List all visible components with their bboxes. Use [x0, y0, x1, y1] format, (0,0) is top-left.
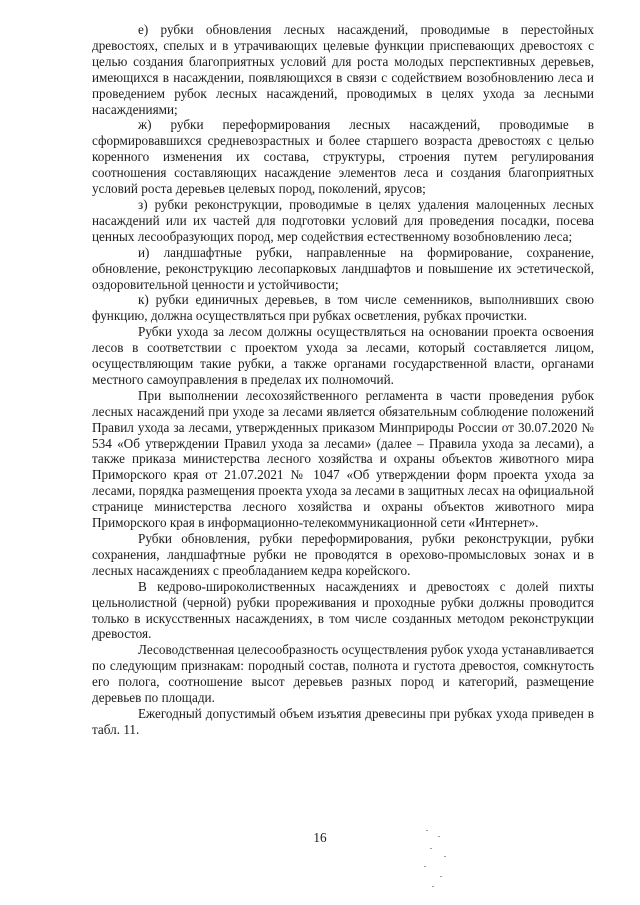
document-body [92, 22, 594, 738]
paragraph-renewal-cuttings: е) рубки обновления лесных насаждений, проводимые в перестойных древостоях, спелых и в утрачивающих целевые функции приспевающих древостоях с целью создания благоприятных условий для роста молодых перспективных деревьев, имеющихся в насаждении, появляющихся в связи с содействием возобновлению леса и проведением рубок лесных насаждений, проводимых в целях ухода за лесными насаждениями; [92, 22, 594, 117]
paragraph-care-basis: Рубки ухода за лесом должны осуществляться на основании проекта освоения лесов в соответствии с проектом ухода за лесами, который составляется лицом, осуществляющим такие рубки, а также органами государственной власти, органами местного самоуправления в пределах их полномочий. [92, 324, 594, 387]
paragraph-reconstruction-cuttings: з) рубки реконструкции, проводимые в целях удаления малоценных лесных насаждений или их частей для подготовки условий для проведения посадки, посева ценных лесообразующих пород, мер содействия естественному возобновлению леса; [92, 196, 594, 244]
paragraph-annual-volume: Ежегодный допустимый объем изъятия древесины при рубках ухода приведен в табл. 11. [92, 705, 594, 737]
scan-noise [420, 826, 460, 896]
paragraph-cedar-stands: В кедрово-широколиственных насаждениях и древостоях с долей пихты цельнолистной (черной) рубки прореживания и проходные рубки должны проводится только в искусственных насаждениях, в том числе созданных методом реконструкции древостоя. [92, 578, 594, 642]
paragraph-landscape-cuttings: и) ландшафтные рубки, направленные на формирование, сохранение, обновление, реконструкцию лесопарковых ландшафтов и повышение их эстетической, оздоровительной ценности и устойчивости; [92, 244, 594, 292]
paragraph-reformation-cuttings: ж) рубки переформирования лесных насаждений, проводимые в сформировавшихся средневозрастных и более старшего возраста древостоях с целью коренного изменения их состава, структуры, строения путем регулирования соотношения составляющих насаждение элементов леса и создания благоприятных условий роста деревьев целевых пород, поколений, ярусов; [92, 117, 594, 197]
paragraph-single-tree-cuttings: к) рубки единичных деревьев, в том числе семенников, выполнивших свою функцию, должна осуществляться при рубках осветления, рубках прочистки. [92, 292, 594, 324]
paragraph-restricted-zones: Рубки обновления, рубки переформирования, рубки реконструкции, рубки сохранения, ландшафтные рубки не проводятся в орехово-промысловых зонах и в лесных насаждениях с преобладанием кедра корейского. [92, 531, 594, 578]
paragraph-regulation-rules: При выполнении лесохозяйственного регламента в части проведения рубок лесных насаждений при уходе за лесами является обязательным соблюдение положений Правил ухода за лесами, утвержденных приказом Минприроды России от 30.07.2020 № 534 «Об утверждении Правил ухода за лесами» (далее – Правила ухода за лесами), а также приказа министерства лесного хозяйства и охраны объектов животного мира Приморского края от 21.07.2021 № 1047 «Об утверждении форм проекта ухода за лесами, порядка размещения проекта ухода за лесами в защитных лесах на официальной странице министерства лесного хозяйства и охраны объектов животного мира Приморского края в информационно-телекоммуникационной сети «Интернет». [92, 387, 594, 531]
paragraph-silvicultural-expediency: Лесоводственная целесообразность осуществления рубок ухода устанавливается по следующим признакам: породный состав, полнота и густота древостоя, сомкнутость его полога, соотношение высот деревьев разных пород и категорий, размещение деревьев по площади. [92, 642, 594, 706]
page-number: 16 [313, 830, 327, 845]
